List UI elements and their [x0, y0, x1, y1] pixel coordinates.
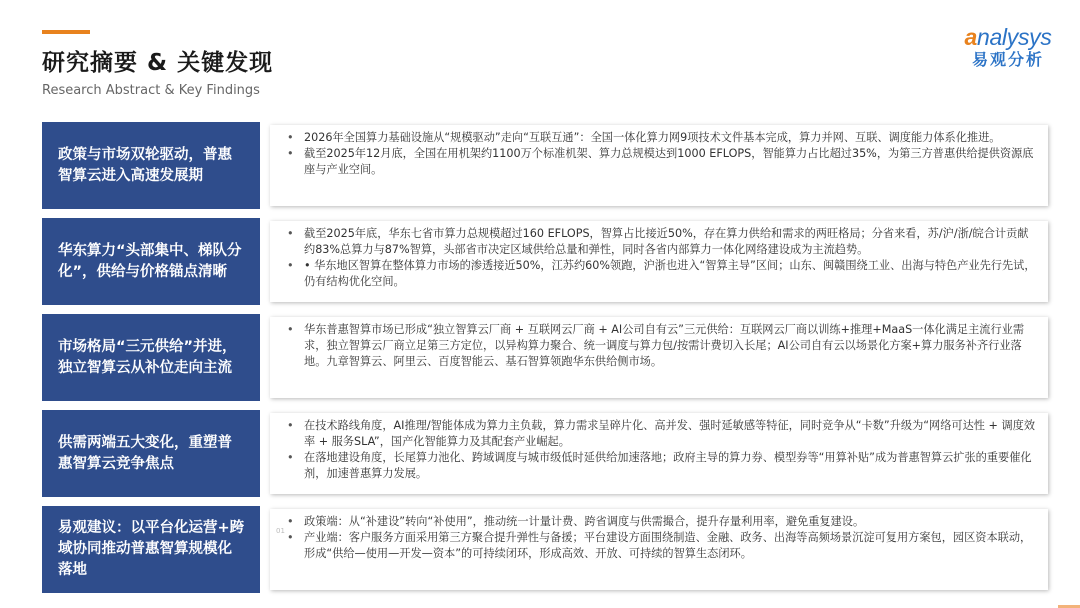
finding-row-5	[42, 506, 1050, 593]
finding-row-2	[42, 218, 1050, 305]
bullet-item: • 截至2025年12月底，全国在用机架约1100万个标准机架、算力总规模达到1000 EFLOPS，智能算力占比超过35%，为第三方普惠供给提供资源底座与产业空间。	[304, 146, 1036, 178]
bullet-list	[304, 514, 1036, 562]
finding-content	[270, 221, 1048, 302]
finding-label: 市场格局“三元供给”并进，独立智算云从补位走向主流	[42, 314, 260, 401]
bullet-list	[304, 130, 1036, 178]
finding-label: 政策与市场双轮驱动，普惠智算云进入高速发展期	[42, 122, 260, 209]
bullet-item: • 政策端：从“补建设”转向“补使用”，推动统一计量计费、跨省调度与供需撮合，提升存量利用率，避免重复建设。	[304, 514, 1036, 530]
finding-label: 华东算力“头部集中、梯队分化”，供给与价格锚点清晰	[42, 218, 260, 305]
logo-letter-a: a	[964, 24, 977, 50]
analysys-logo	[958, 24, 1058, 70]
page-number: 01	[276, 527, 285, 535]
finding-row-1	[42, 122, 1050, 209]
logo-wordmark: nalysys	[976, 24, 1052, 50]
finding-row-3	[42, 314, 1050, 401]
bullet-item: • 在落地建设角度，长尾算力池化、跨域调度与城市级低时延供给加速落地；政府主导的算力券、模型券等“用算补贴”成为普惠智算云扩张的重要催化剂，加速普惠算力发展。	[304, 450, 1036, 482]
finding-label: 易观建议：以平台化运营+跨域协同推动普惠智算规模化落地	[42, 506, 260, 593]
bullet-item: • 截至2025年底，华东七省市算力总规模超过160 EFLOPS，智算占比接近50%，存在算力供给和需求的两旺格局；分省来看，苏/沪/浙/皖合计贡献约83%总算力与87%智算，头部省市决定区域供给总量和弹性，同时各省内部算力一体化网络建设成为主流趋势。	[304, 226, 1036, 258]
finding-content	[270, 413, 1048, 494]
finding-content	[270, 317, 1048, 398]
bullet-item: • 产业端：客户服务方面采用第三方聚合提升弹性与备援；平台建设方面围绕制造、金融、政务、出海等高频场景沉淀可复用方案包，园区资本联动，形成“供给—使用—开发—资本”的可持续闭环，形成高效、开放、可持续的智算生态闭环。	[304, 530, 1036, 562]
bullet-item: • • 华东地区智算在整体算力市场的渗透接近50%，江苏约60%领跑，沪浙也进入“智算主导”区间；山东、闽赣围绕工业、出海与特色产业先行先试，仍有结构优化空间。	[304, 258, 1036, 290]
bullet-list	[304, 418, 1036, 482]
title-accent-bar	[42, 30, 90, 34]
finding-label: 供需两端五大变化，重塑普惠智算云竞争焦点	[42, 410, 260, 497]
bullet-item: • 华东普惠智算市场已形成“独立智算云厂商 + 互联网云厂商 + AI公司自有云”三元供给：互联网云厂商以训练+推理+MaaS一体化满足主流行业需求，独立智算云厂商立足第三方定位，以异构算力聚合、统一调度与算力包/按需计费切入长尾；AI公司自有云以场景化方案+算力服务补齐行业落地。九章智算云、阿里云、百度智能云、基石智算领跑华东供给侧市场。	[304, 322, 1036, 370]
bullet-item: • 2026年全国算力基础设施从“规模驱动”走向“互联互通”：全国一体化算力网9项技术文件基本完成，算力并网、互联、调度能力体系化推进。	[304, 130, 1036, 146]
finding-row-4	[42, 410, 1050, 497]
finding-content	[270, 125, 1048, 206]
bullet-list	[304, 226, 1036, 290]
finding-content	[270, 509, 1048, 590]
logo-text-cn: 易观分析	[971, 50, 1044, 69]
bullet-item: • 在技术路线角度，AI推理/智能体成为算力主负载，算力需求呈碎片化、高并发、强时延敏感等特征，同时竞争从“卡数”升级为“网络可达性 + 调度效率 + 服务SLA”，国产化智能算力及其配套产业崛起。	[304, 418, 1036, 450]
logo-text-en	[958, 24, 1058, 50]
page-subtitle: Research Abstract & Key Findings	[42, 83, 260, 98]
bullet-list	[304, 322, 1036, 370]
page-title: 研究摘要 & 关键发现	[42, 50, 274, 76]
